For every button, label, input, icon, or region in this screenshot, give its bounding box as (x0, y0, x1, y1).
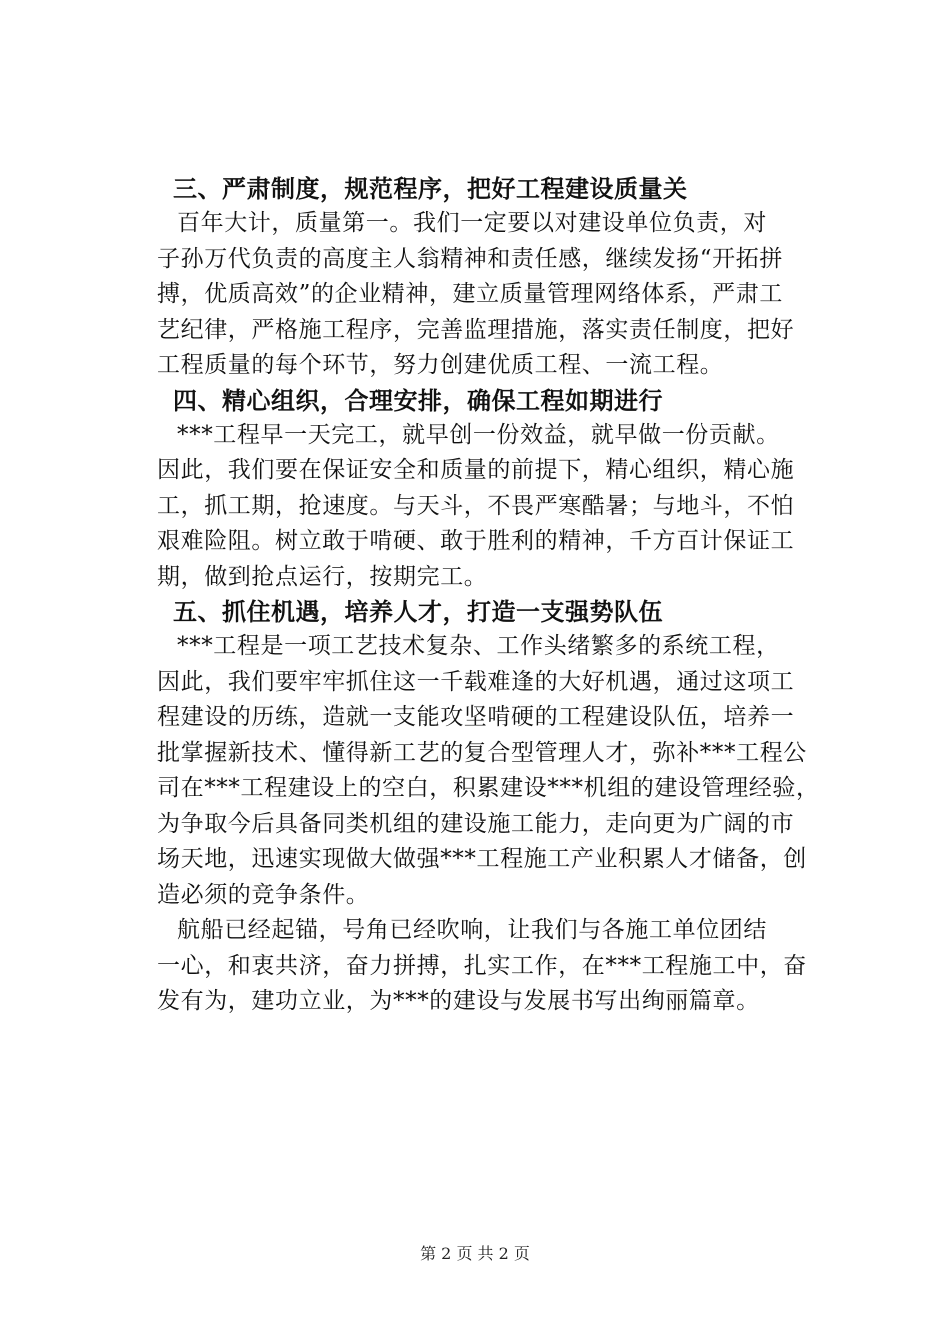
paragraph-line: 因此，我们要在保证安全和质量的前提下，精心组织，精心施 (157, 457, 795, 483)
section-5 (157, 595, 837, 913)
paragraph-line: 为争取今后具备同类机组的建设施工能力，走向更为广阔的市 (157, 810, 795, 837)
closing-paragraph (157, 913, 837, 1020)
section-heading: 四、精心组织，合理安排，确保工程如期进行 (173, 385, 663, 415)
paragraph-line: 搏，优质高效”的企业精神，建立质量管理网络体系，严肃工 (157, 281, 783, 307)
paragraph-line: 百年大计，质量第一。我们一定要以对建设单位负责，对 (177, 210, 767, 236)
paragraph-line: 司在***工程建设上的空白，积累建设***机组的建设管理经验， (157, 775, 820, 801)
paragraph-line: 发有为，建功立业，为***的建设与发展书写出绚丽篇章。 (157, 988, 760, 1014)
paragraph-line: 艺纪律，严格施工程序，完善监理措施，落实责任制度，把好 (157, 316, 795, 343)
paragraph-line: 一心，和衷共济，奋力拼搏，扎实工作，在***工程施工中，奋 (157, 952, 807, 979)
paragraph-line: 子孙万代负责的高度主人翁精神和责任感，继续发扬“开拓拼 (157, 245, 783, 272)
paragraph-line: 造必须的竞争条件。 (157, 881, 370, 908)
paragraph-line: 期，做到抢点运行，按期完工。 (157, 563, 488, 590)
paragraph-line: 工程质量的每个环节，努力创建优质工程、一流工程。 (157, 352, 724, 378)
paragraph-line: 因此，我们要牢牢抓住这一千载难逢的大好机遇，通过这项工 (157, 668, 795, 695)
section-heading: 五、抓住机遇，培养人才，打造一支强势队伍 (173, 597, 663, 626)
document-body (157, 172, 837, 1020)
paragraph-line: ***工程早一天完工，就早创一份效益，就早做一份贡献。 (177, 421, 780, 448)
paragraph-line: 艰难险阻。树立敢于啃硬、敢于胜利的精神，千方百计保证工 (157, 528, 795, 554)
paragraph-line: 程建设的历练，造就一支能攻坚啃硬的工程建设队伍，培养一 (157, 704, 795, 730)
paragraph-line: 航船已经起锚，号角已经吹响，让我们与各施工单位团结 (177, 917, 767, 943)
section-heading: 三、严肃制度，规范程序，把好工程建设质量关 (173, 174, 688, 203)
section-3 (157, 172, 837, 384)
page-footer: 第 2 页 共 2 页 (420, 1244, 530, 1263)
paragraph-line: 工，抓工期，抢速度。与天斗，不畏严寒酷暑；与地斗，不怕 (157, 492, 795, 519)
paragraph-line: ***工程是一项工艺技术复杂、工作头绪繁多的系统工程， (177, 633, 780, 659)
section-4 (157, 384, 837, 596)
paragraph-line: 批掌握新技术、懂得新工艺的复合型管理人才，弥补***工程公 (157, 739, 807, 766)
paragraph-line: 场天地，迅速实现做大做强***工程施工产业积累人才储备，创 (157, 846, 807, 872)
